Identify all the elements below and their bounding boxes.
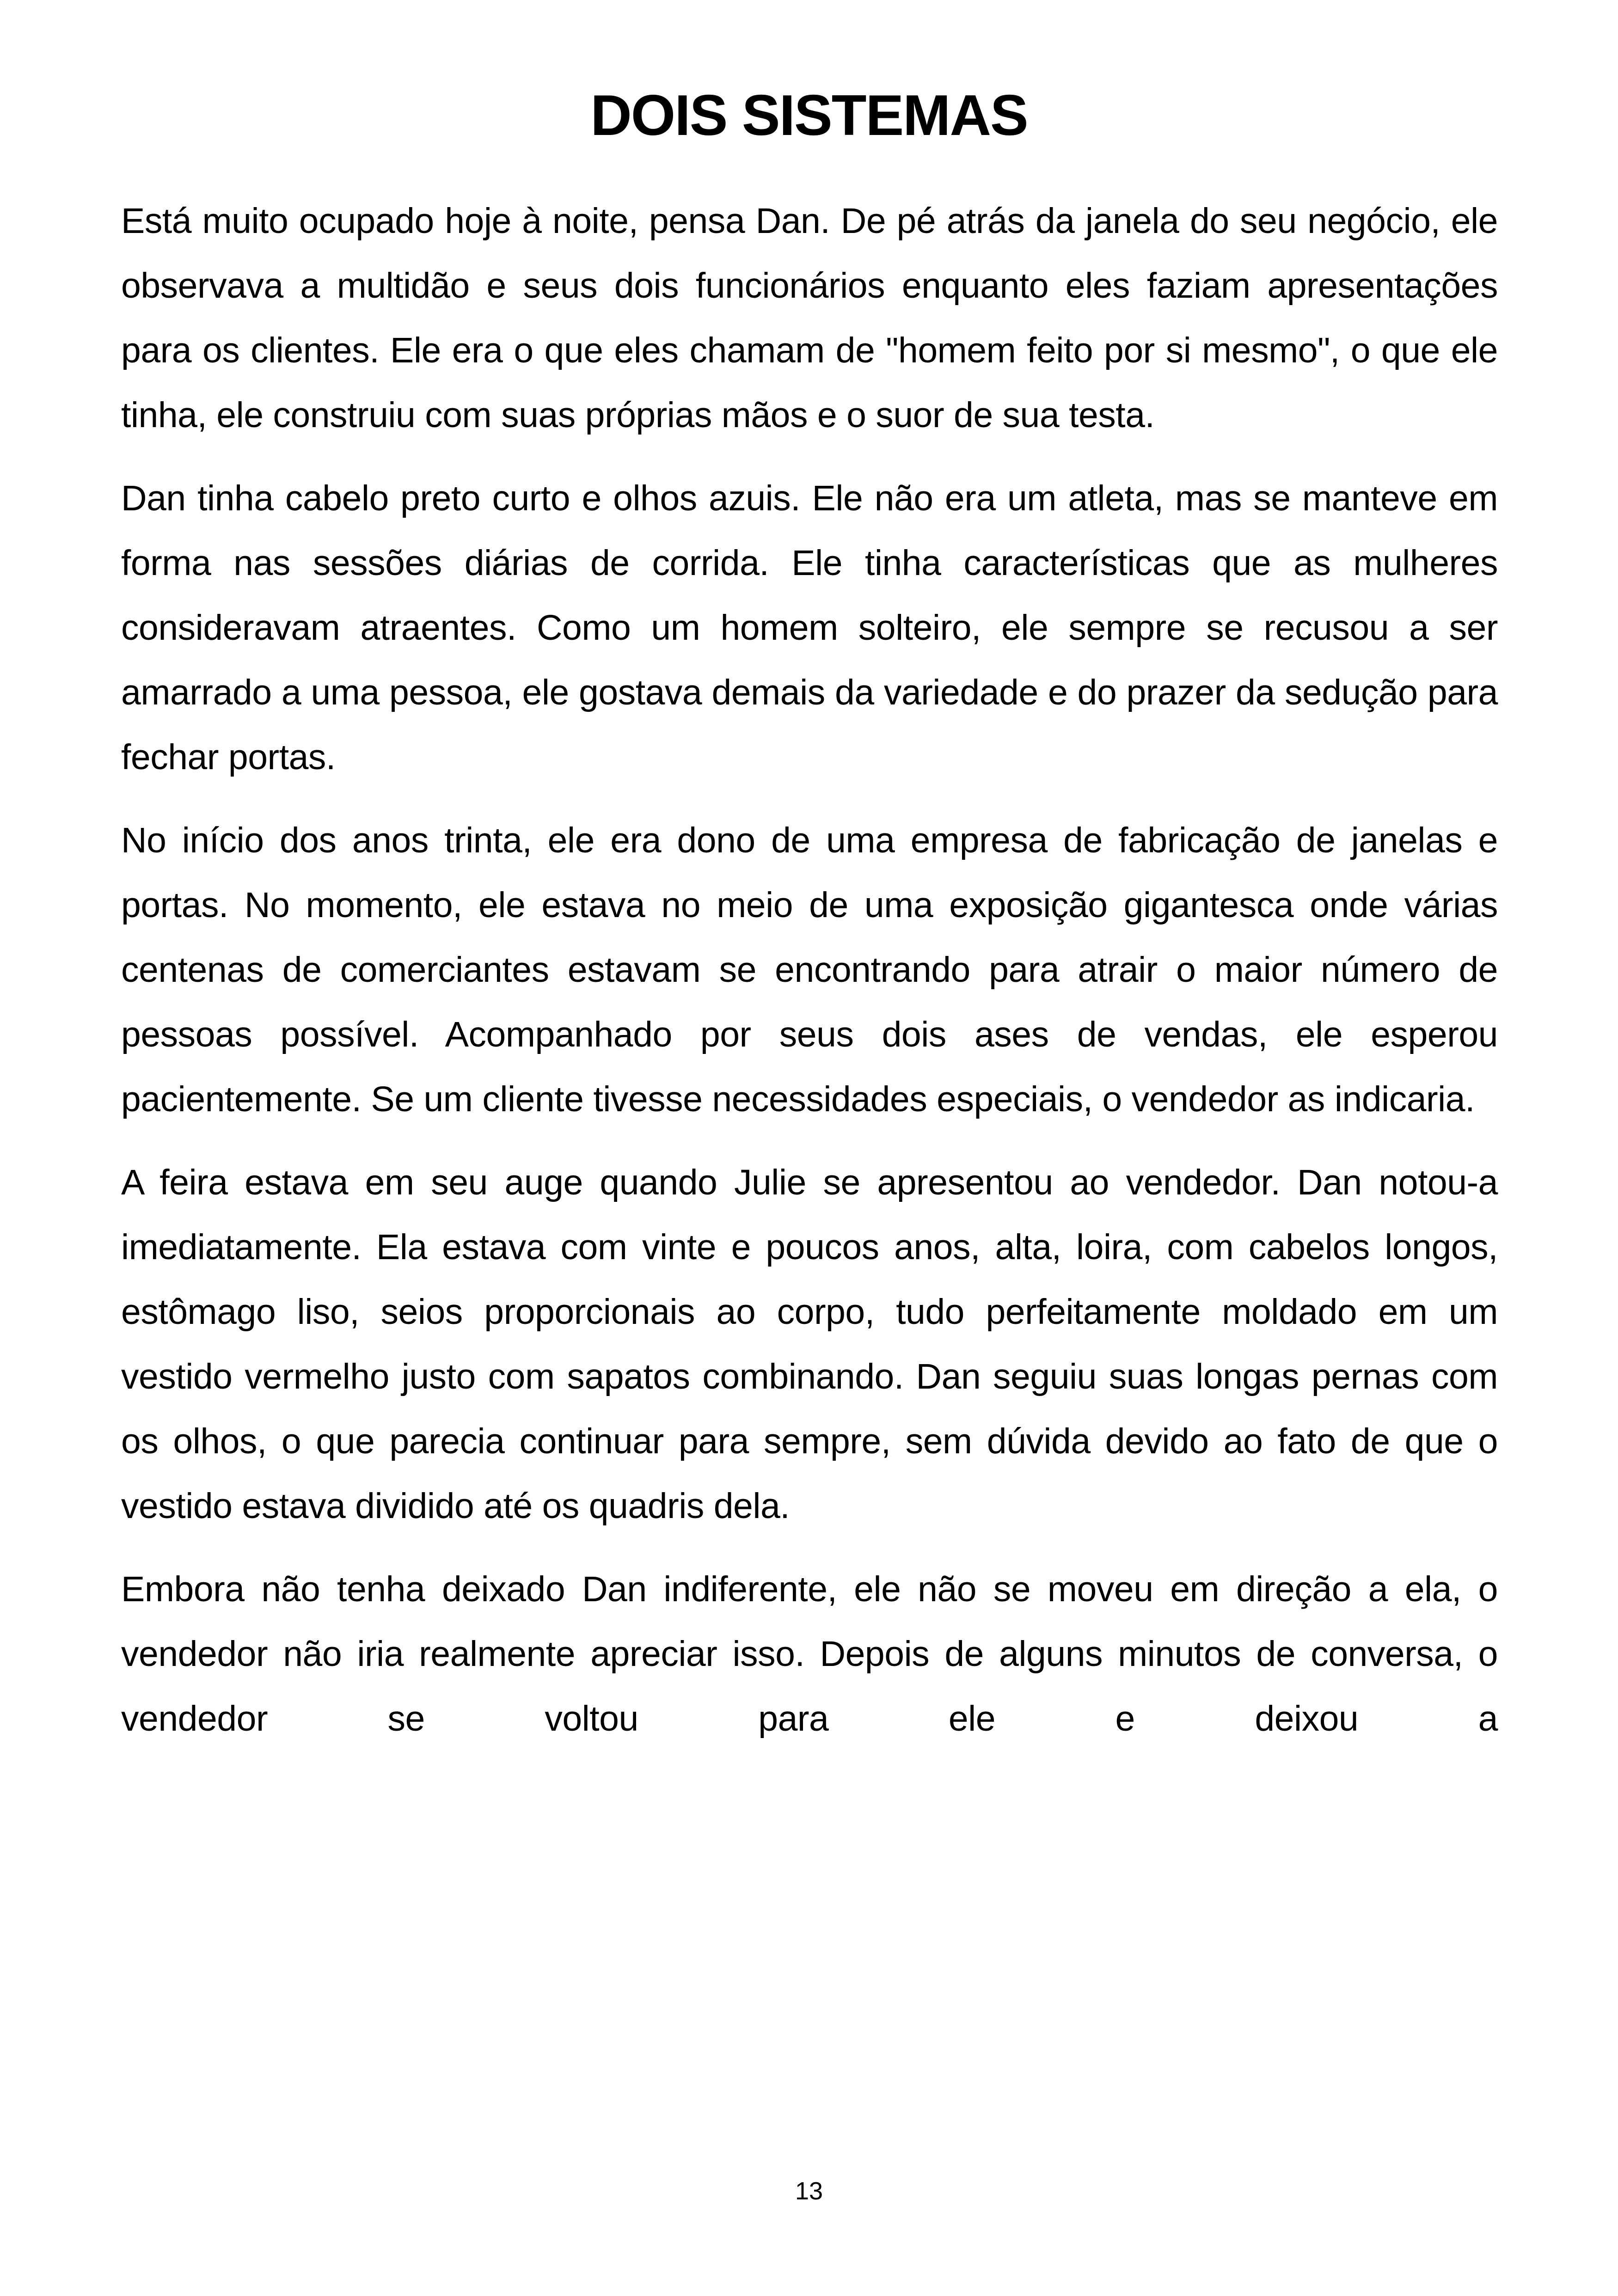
chapter-title: DOIS SISTEMAS: [590, 84, 1028, 147]
paragraph: Embora não tenha deixado Dan indiferente, ele não se moveu em direção a ela, o vendedor não iria realmente apreciar isso. Depois de alguns minutos de conversa, o vendedor se voltou para ele e deixou a: [121, 1569, 1498, 1739]
body-text: [121, 189, 1498, 1769]
paragraph: Está muito ocupado hoje à noite, pensa Dan. De pé atrás da janela do seu negócio, ele observava a multidão e seus dois funcionários enquanto eles faziam apresentações para os clientes. Ele era o que eles chamam de "homem feito por si mesmo", o que ele tinha, ele construiu com suas próprias mãos e o suor de sua testa.: [121, 201, 1498, 435]
paragraph: No início dos anos trinta, ele era dono de uma empresa de fabricação de janelas e portas. No momento, ele estava no meio de uma exposição gigantesca onde várias centenas de comerciantes estavam se encontrando para atrair o maior número de pessoas possível. Acompanhado por seus dois ases de vendas, ele esperou pacientemente. Se um cliente tivesse necessidades especiais, o vendedor as indicaria.: [121, 820, 1498, 1119]
page-number: 13: [795, 2177, 823, 2205]
paragraph: A feira estava em seu auge quando Julie se apresentou ao vendedor. Dan notou-a imediatamente. Ela estava com vinte e poucos anos, alta, loira, com cabelos longos, estômago liso, seios proporcionais ao corpo, tudo perfeitamente moldado em um vestido vermelho justo com sapatos combinando. Dan seguiu suas longas pernas com os olhos, o que parecia continuar para sempre, sem dúvida devido ao fato de que o vestido estava dividido até os quadris dela.: [121, 1163, 1498, 1526]
paragraph: Dan tinha cabelo preto curto e olhos azuis. Ele não era um atleta, mas se manteve em forma nas sessões diárias de corrida. Ele tinha características que as mulheres consideravam atraentes. Como um homem solteiro, ele sempre se recusou a ser amarrado a uma pessoa, ele gostava demais da variedade e do prazer da sedução para fechar portas.: [121, 478, 1498, 777]
